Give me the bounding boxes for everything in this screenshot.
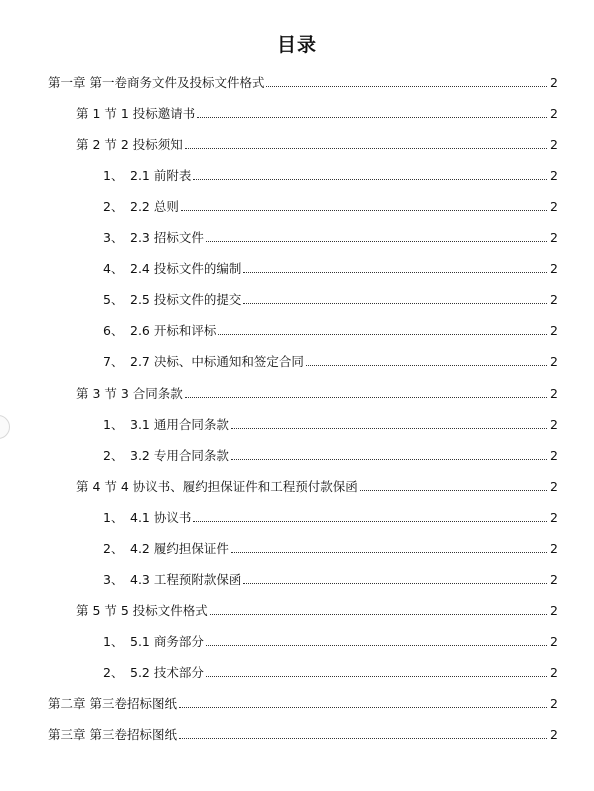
toc-entry-number: 6、 xyxy=(103,323,124,339)
toc-entry-label xyxy=(103,572,243,588)
toc-entry[interactable] xyxy=(103,164,558,184)
toc-entry-text: 2.3 招标文件 xyxy=(130,230,204,246)
dot-leader xyxy=(231,552,547,553)
dot-leader xyxy=(231,459,547,460)
toc-entry-text: 5.2 技术部分 xyxy=(130,664,204,680)
toc-entry-label xyxy=(103,199,181,215)
toc-entry-text: 2.4 投标文件的编制 xyxy=(130,261,242,277)
toc-entry-label xyxy=(103,510,193,526)
toc-entry[interactable] xyxy=(48,723,558,743)
toc-page-number: 2 xyxy=(550,540,558,556)
toc-entry-label xyxy=(103,541,231,557)
toc-entry[interactable] xyxy=(76,475,558,495)
toc-entry[interactable] xyxy=(103,444,558,464)
toc-entry-label: 第 5 节 5 投标文件格式 xyxy=(76,602,208,618)
toc-entry-label xyxy=(103,323,218,339)
toc-entry-label xyxy=(103,665,206,681)
toc-page-number: 2 xyxy=(550,664,558,680)
toc-page-number: 2 xyxy=(550,292,558,308)
toc-entry[interactable] xyxy=(103,413,558,433)
toc-page-number: 2 xyxy=(550,447,558,463)
toc-page-number: 2 xyxy=(550,354,558,370)
toc-entry-number: 2、 xyxy=(103,447,124,463)
dot-leader xyxy=(210,614,547,615)
toc-entry[interactable] xyxy=(103,257,558,277)
toc-entry-number: 2、 xyxy=(103,664,124,680)
dot-leader xyxy=(206,645,547,646)
toc-entry[interactable] xyxy=(76,133,558,153)
toc-entry-number: 1、 xyxy=(103,168,124,184)
toc-page-number: 2 xyxy=(550,416,558,432)
dot-leader xyxy=(193,521,547,522)
toc-entry-text: 2.5 投标文件的提交 xyxy=(130,292,242,308)
toc-entry[interactable] xyxy=(48,71,558,91)
toc-entry-number: 3、 xyxy=(103,230,124,246)
toc-page-number: 2 xyxy=(550,571,558,587)
toc-entry[interactable] xyxy=(103,226,558,246)
dot-leader xyxy=(197,117,547,118)
toc-entry-text: 4.2 履约担保证件 xyxy=(130,540,229,556)
toc-entry-number: 1、 xyxy=(103,416,124,432)
dot-leader xyxy=(206,241,547,242)
toc-page-number: 2 xyxy=(550,168,558,184)
dot-leader xyxy=(243,272,547,273)
toc-entry-text: 2.2 总则 xyxy=(130,199,179,215)
dot-leader xyxy=(306,365,547,366)
dot-leader xyxy=(181,210,547,211)
toc-page-number: 2 xyxy=(550,106,558,122)
toc-entry-number: 2、 xyxy=(103,199,124,215)
toc-entry-text: 3.1 通用合同条款 xyxy=(130,416,229,432)
toc-page-number: 2 xyxy=(550,509,558,525)
toc-entry-label xyxy=(103,292,243,308)
dot-leader xyxy=(218,334,547,335)
toc-entry-label: 第三章 第三卷招标图纸 xyxy=(48,727,177,743)
toc-entry[interactable] xyxy=(76,382,558,402)
toc-entry[interactable] xyxy=(103,537,558,557)
toc-entry-label: 第 3 节 3 合同条款 xyxy=(76,385,183,401)
toc-entry-label: 第 2 节 2 投标须知 xyxy=(76,137,183,153)
toc-entry[interactable] xyxy=(103,319,558,339)
toc-page-number: 2 xyxy=(550,727,558,743)
toc-entry-number: 4、 xyxy=(103,261,124,277)
toc-entry-label xyxy=(103,448,231,464)
toc-entry-label: 第一章 第一卷商务文件及投标文件格式 xyxy=(48,75,265,90)
toc-entry[interactable] xyxy=(103,568,558,588)
toc-entry-text: 2.1 前附表 xyxy=(130,168,192,184)
dot-leader xyxy=(193,179,547,180)
toc-entry-label xyxy=(103,230,206,246)
toc-entry-label xyxy=(103,168,193,184)
toc-entry-text: 4.1 协议书 xyxy=(130,509,192,525)
dot-leader xyxy=(231,428,547,429)
toc-entry[interactable] xyxy=(76,599,558,619)
toc-entry[interactable] xyxy=(103,630,558,650)
dot-leader xyxy=(179,707,547,708)
toc-entry-text: 2.7 决标、中标通知和签定合同 xyxy=(130,354,304,370)
dot-leader xyxy=(243,303,547,304)
toc-page-number: 2 xyxy=(550,199,558,215)
scroll-handle-icon[interactable] xyxy=(0,415,10,439)
toc-entry-label xyxy=(103,417,231,433)
dot-leader xyxy=(179,738,547,739)
toc-entry[interactable] xyxy=(103,195,558,215)
dot-leader xyxy=(185,148,547,149)
toc-page-number: 2 xyxy=(550,75,558,90)
toc-page-number: 2 xyxy=(550,478,558,494)
toc-entry-number: 7、 xyxy=(103,354,124,370)
toc-entry[interactable] xyxy=(103,661,558,681)
toc-entry-number: 1、 xyxy=(103,633,124,649)
dot-leader xyxy=(360,490,547,491)
toc-entry[interactable] xyxy=(103,288,558,308)
toc-entry-label: 第 4 节 4 协议书、履约担保证件和工程预付款保函 xyxy=(76,478,358,494)
dot-leader xyxy=(243,583,547,584)
toc-entry-number: 5、 xyxy=(103,292,124,308)
dot-leader xyxy=(266,86,547,87)
toc-entry-text: 5.1 商务部分 xyxy=(130,633,204,649)
toc-page-number: 2 xyxy=(550,137,558,153)
toc-entry[interactable] xyxy=(103,350,558,370)
toc-page-number: 2 xyxy=(550,385,558,401)
toc-entry-text: 3.2 专用合同条款 xyxy=(130,447,229,463)
toc-page-number: 2 xyxy=(550,261,558,277)
toc-entry-number: 2、 xyxy=(103,540,124,556)
toc-entry-number: 3、 xyxy=(103,571,124,587)
toc-page-number: 2 xyxy=(550,696,558,711)
toc-page-number: 2 xyxy=(550,602,558,618)
toc-entry-number: 1、 xyxy=(103,509,124,525)
toc-entry[interactable] xyxy=(48,692,558,712)
toc-entry-label: 第二章 第三卷招标图纸 xyxy=(48,696,177,711)
toc-page-number: 2 xyxy=(550,323,558,339)
toc-page-number: 2 xyxy=(550,230,558,246)
toc-entry[interactable] xyxy=(76,102,558,122)
toc-page-number: 2 xyxy=(550,633,558,649)
toc-entry-label: 第 1 节 1 投标邀请书 xyxy=(76,106,196,122)
toc-entry-text: 2.6 开标和评标 xyxy=(130,323,217,339)
toc-entry-label xyxy=(103,634,206,650)
toc-entry-text: 4.3 工程预附款保函 xyxy=(130,571,242,587)
toc-entry[interactable] xyxy=(103,506,558,526)
toc-entry-label xyxy=(103,261,243,277)
dot-leader xyxy=(185,397,547,398)
dot-leader xyxy=(206,676,547,677)
toc-title: 目录 xyxy=(276,34,317,56)
toc-entry-label xyxy=(103,354,306,370)
